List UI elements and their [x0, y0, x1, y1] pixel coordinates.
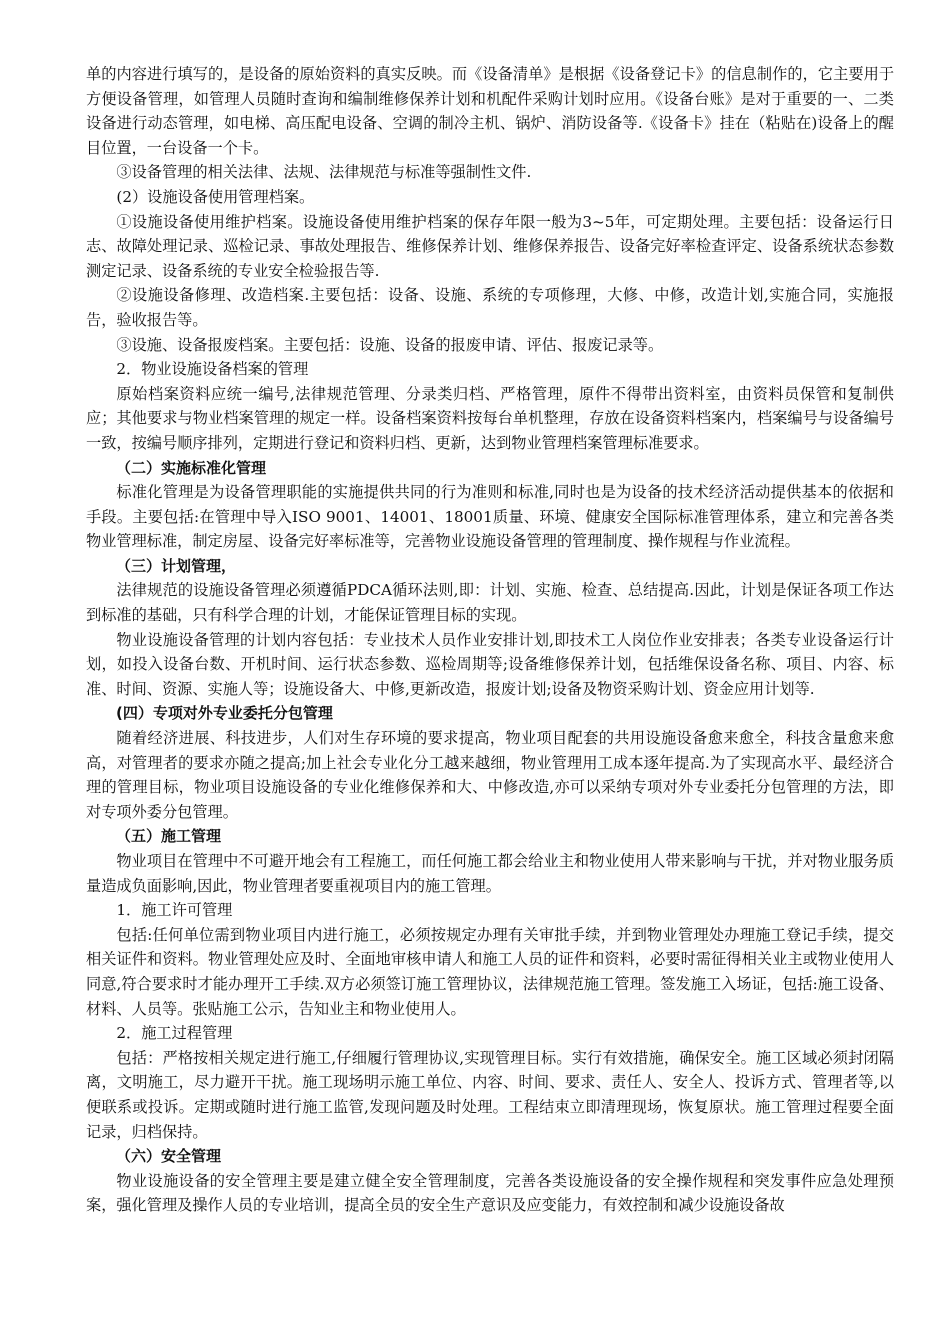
- paragraph-permit-title: 1．施工许可管理: [116, 901, 233, 920]
- paragraph-outsourcing: 随着经济进展、科技进步，人们对生存环境的要求提高，物业项目配套的共用设施设备愈来愈全，科技含量愈来愈高，对管理者的要求亦随之提高;加上社会专业化分工越来越细，物业管理用工成本逐年提高.为了实现高水平、最经济合理的管理目标，物业项目设施设备的专业化维修保养和大、中修改造,亦可以采纳专项对外专业委托分包管理的方法，即对专项外委分包管理。: [86, 729, 894, 821]
- paragraph-maintenance-archive: ①设施设备使用维护档案。设施设备使用维护档案的保存年限一般为3~5年，可定期处理。主要包括：设备运行日志、故障处理记录、巡检记录、事故处理报告、维修保养计划、维修保养报告、设备完好率检查评定、设备系统状态参数测定记录、设备系统的专业安全检验报告等.: [86, 212, 894, 280]
- section-heading-safety: （六）安全管理: [116, 1147, 222, 1166]
- section-heading-outsourcing: (四）专项对外专业委托分包管理: [116, 704, 333, 723]
- document-page: [86, 62, 894, 1218]
- paragraph-process: 包括：严格按相关规定进行施工,仔细履行管理协议,实现管理目标。实行有效措施，确保安全。施工区域必须封闭隔离，文明施工，尽力避开干扰。施工现场明示施工单位、内容、时间、要求、责任人、安全人、投诉方式、管理者等,以便联系或投诉。定期或随时进行施工监管,发现问题及时处理。工程结束立即清理现场，恢复原状。施工管理过程要全面记录，归档保持。: [86, 1048, 894, 1141]
- section-heading-standardization: （二）实施标准化管理: [116, 458, 267, 477]
- paragraph-standardization: 标准化管理是为设备管理职能的实施提供共同的行为准则和标准,同时也是为设备的技术经济活动提供基本的依据和手段。主要包括:在管理中导入ISO 9001、14001、18001质量、环境、健康安全国际标准管理体系，建立和完善各类物业管理标准，制定房屋、设备完好率标准等，完善物业设施设备管理的管理制度、操作规程与作业流程。: [86, 483, 894, 551]
- paragraph-process-title: 2．施工过程管理: [116, 1024, 233, 1043]
- paragraph-plan-contents: 物业设施设备管理的计划内容包括：专业技术人员作业安排计划,即技术工人岗位作业安排表；各类专业设备运行计划，如投入设备台数、开机时间、运行状态参数、巡检周期等;设备维修保养计划，包括维保设备名称、项目、内容、标准、时间、资源、实施人等；设施设备大、中修,更新改造，报废计划;设备及物资采购计划、资金应用计划等.: [86, 630, 894, 698]
- paragraph-archive-management: 原始档案资料应统一编号,法律规范管理、分录类归档、严格管理，原件不得带出资料室，由资料员保管和复制供应；其他要求与物业档案管理的规定一样。设备档案资料按每台单机整理，存放在设备资料档案内，档案编号与设备编号一致，按编号顺序排列，定期进行登记和资料归档、更新，达到物业管理档案管理标准要求。: [86, 384, 894, 452]
- paragraph-device-records-intro: 单的内容进行填写的，是设备的原始资料的真实反映。而《设备清单》是根据《设备登记卡》的信息制作的，它主要用于方便设备管理，如管理人员随时查询和编制维修保养计划和机配件采购计划时应用。《设备台账》是对于重要的一、二类设备进行动态管理，如电梯、高压配电设备、空调的制冷主机、锅炉、消防设备等.《设备卡》挂在（粘贴在)设备上的醒目位置，一台设备一个卡。: [86, 65, 894, 157]
- paragraph-permit: 包括:任何单位需到物业项目内进行施工，必须按规定办理有关审批手续，并到物业管理处办理施工登记手续，提交相关证件和资料。物业管理处应及时、全面地审核申请人和施工人员的证件和资料，必要时需征得相关业主或物业使用人同意,符合要求时才能办理开工手续.双方必须签订施工管理协议，法律规范施工管理。签发施工入场证，包括:施工设备、材料、人员等。张贴施工公示，告知业主和物业使用人。: [86, 925, 894, 1018]
- paragraph-repair-archive: ②设施设备修理、改造档案.主要包括：设备、设施、系统的专项修理，大修、中修，改造计划,实施合同，实施报告，验收报告等。: [86, 286, 894, 329]
- section-heading-planning: （三）计划管理，: [116, 556, 237, 575]
- paragraph-pdca: 法律规范的设施设备管理必须遵循PDCA循环法则,即：计划、实施、检查、总结提高.因此，计划是保证各项工作达到标准的基础，只有科学合理的计划，才能保证管理目标的实现。: [86, 581, 894, 625]
- paragraph-regulations-item: ③设备管理的相关法律、法规、法律规范与标准等强制性文件.: [116, 163, 532, 182]
- paragraph-construction-intro: 物业项目在管理中不可避开地会有工程施工，而任何施工都会给业主和物业使用人带来影响与干扰，并对物业服务质量造成负面影响,因此，物业管理者要重视项目内的施工管理。: [86, 852, 894, 895]
- paragraph-archive-management-title: 2．物业设施设备档案的管理: [116, 360, 309, 379]
- paragraph-safety: 物业设施设备的安全管理主要是建立健全安全管理制度，完善各类设施设备的安全操作规程和突发事件应急处理预案，强化管理及操作人员的专业培训，提高全员的安全生产意识及应变能力，有效控制和减少设施设备故: [86, 1171, 894, 1215]
- paragraph-scrap-archive: ③设施、设备报废档案。主要包括：设施、设备的报废申请、评估、报废记录等。: [116, 335, 664, 354]
- paragraph-usage-archive-title: (2）设施设备使用管理档案。: [116, 187, 315, 206]
- section-heading-construction: （五）施工管理: [116, 827, 222, 846]
